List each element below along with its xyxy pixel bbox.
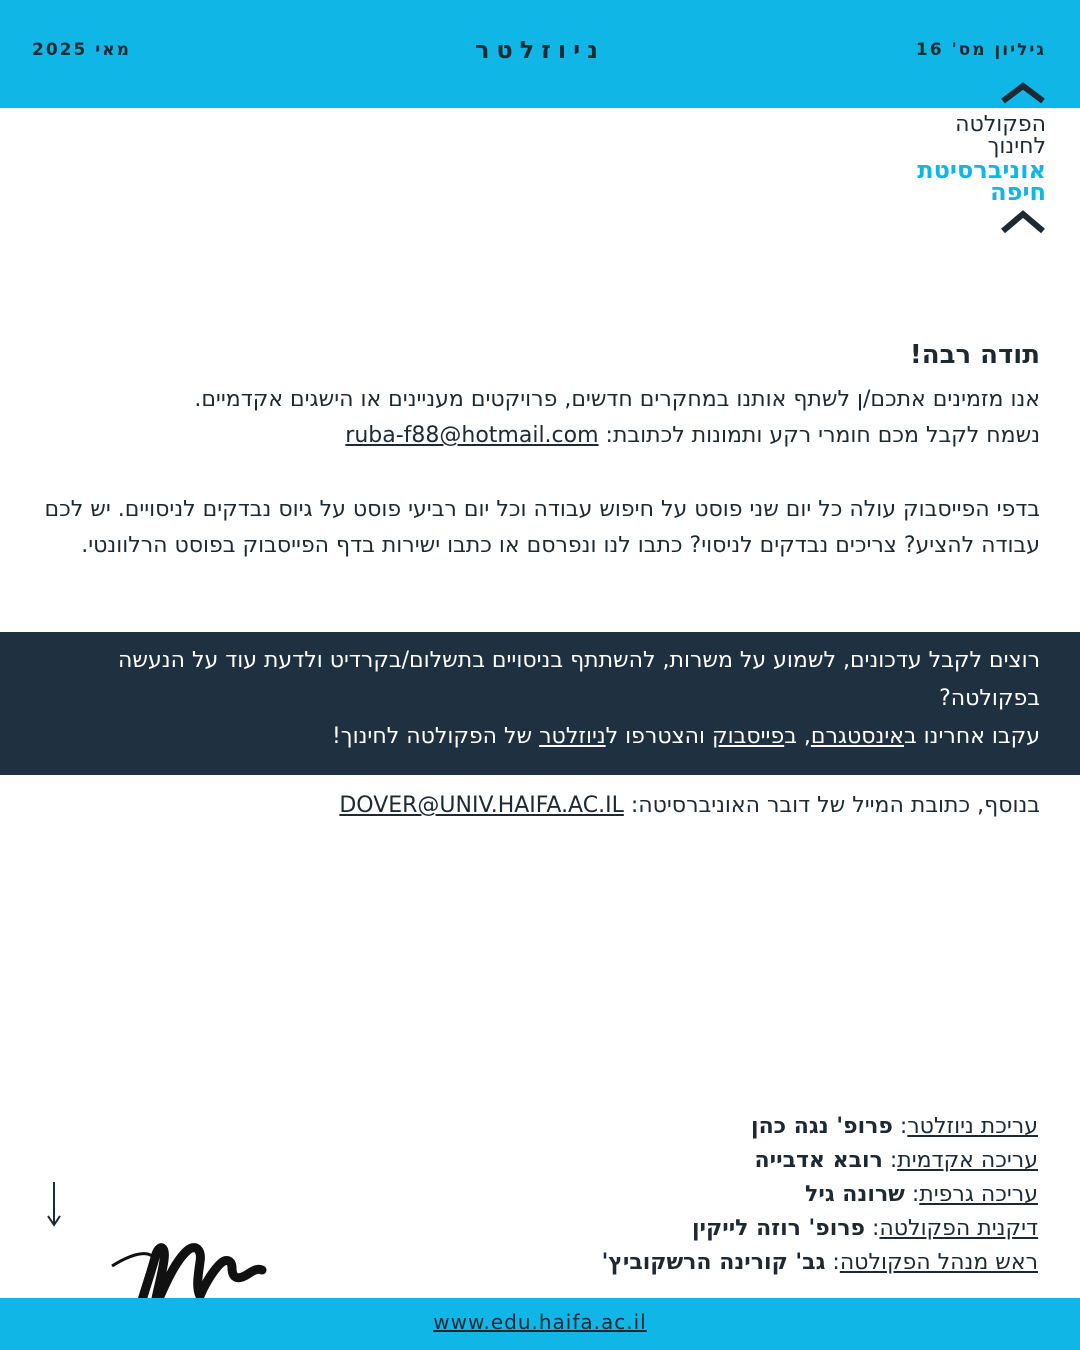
credit-name: גב' קורינה הרשקוביץ' (601, 1250, 826, 1275)
follow-line: עקבו אחרינו באינסטגרם, בפייסבוק והצטרפו לניוזלטר של הפקולטה לחינוך! (331, 724, 1040, 749)
issue-number: גיליון מס' 16 (915, 40, 1046, 60)
credit-item: ראש מנהל הפקולטה: גב' קורינה הרשקוביץ' (601, 1250, 1038, 1275)
contact-prefix: נשמח לקבל מכם חומרי רקע ותמונות לכתובת: (598, 423, 1040, 448)
thank-you-heading: תודה רבה! (909, 340, 1040, 370)
issue-date: מאי 2025 (32, 40, 131, 60)
contact-email-link[interactable]: ruba-f88@hotmail.com (345, 423, 599, 448)
credit-role: דיקנית הפקולטה (879, 1216, 1038, 1241)
credit-role: ראש מנהל הפקולטה (839, 1250, 1038, 1275)
logo-line-2: לחינוך (987, 134, 1046, 159)
logo-line-3: אוניברסיטת (917, 156, 1046, 184)
contact-line (40, 418, 1040, 454)
newsletter-title: ניוזלטר (474, 36, 606, 64)
credits-list (602, 1110, 1038, 1280)
facebook-link[interactable]: פייסבוק (712, 724, 785, 749)
arrow-down-icon (44, 1180, 64, 1228)
credit-name: פרופ' רוזה לייקין (692, 1216, 866, 1241)
credit-item: עריכה אקדמית: רובא אדבייה (754, 1148, 1038, 1173)
invitation-paragraph (40, 382, 1040, 454)
credit-role: עריכת ניוזלטר (907, 1114, 1038, 1139)
website-link[interactable]: www.edu.haifa.ac.il (433, 1310, 647, 1334)
chevron-up-icon (1000, 208, 1046, 234)
spokesperson-prefix: בנוסף, כתובת המייל של דובר האוניברסיטה: (623, 793, 1040, 818)
credit-item: עריכת ניוזלטר: פרופ' נגה כהן (751, 1114, 1038, 1139)
logo-line-4: חיפה (990, 178, 1046, 206)
facebook-paragraph: בדפי הפייסבוק עולה כל יום שני פוסט על חיפוש עבודה וכל יום רביעי פוסט על גיוס נבדקים לניסויים. יש לכם עבודה להציע? צריכים נבדקים לניסוי? כתבו לנו ונפרסם או כתבו ישירות בדף הפייסבוק בפוסט הרלוונטי. (44, 497, 1040, 558)
credit-name: שרונה גיל (805, 1182, 905, 1207)
updates-question: רוצים לקבל עדכונים, לשמוע על משרות, להשתתף בניסויים בתשלום/בקרדיט ולדעת עוד על הנעשה בפקולטה? (118, 648, 1040, 711)
credit-name: פרופ' נגה כהן (751, 1114, 893, 1139)
chevron-up-icon (1000, 74, 1046, 104)
instagram-link[interactable]: אינסטגרם (810, 724, 904, 749)
credit-item: עריכה גרפית: שרונה גיל (805, 1182, 1038, 1207)
spokesperson-line (40, 790, 1040, 822)
footer-bar (0, 1298, 1080, 1350)
invitation-line: אנו מזמינים אתכם/ן לשתף אותנו במחקרים חדשים, פרויקטים מעניינים או הישגים אקדמיים. (194, 387, 1040, 412)
credit-role: עריכה גרפית (919, 1182, 1038, 1207)
spokesperson-email-link[interactable]: DOVER@UNIV.HAIFA.AC.IL (339, 793, 624, 818)
credit-name: רובא אדבייה (754, 1148, 883, 1173)
credit-role: עריכה אקדמית (897, 1148, 1038, 1173)
credit-item: דיקנית הפקולטה: פרופ' רוזה לייקין (692, 1216, 1038, 1241)
newsletter-link[interactable]: ניוזלטר (539, 724, 606, 749)
logo-line-1: הפקולטה (955, 112, 1046, 137)
follow-band (0, 632, 1080, 775)
header-bar (0, 0, 1080, 108)
